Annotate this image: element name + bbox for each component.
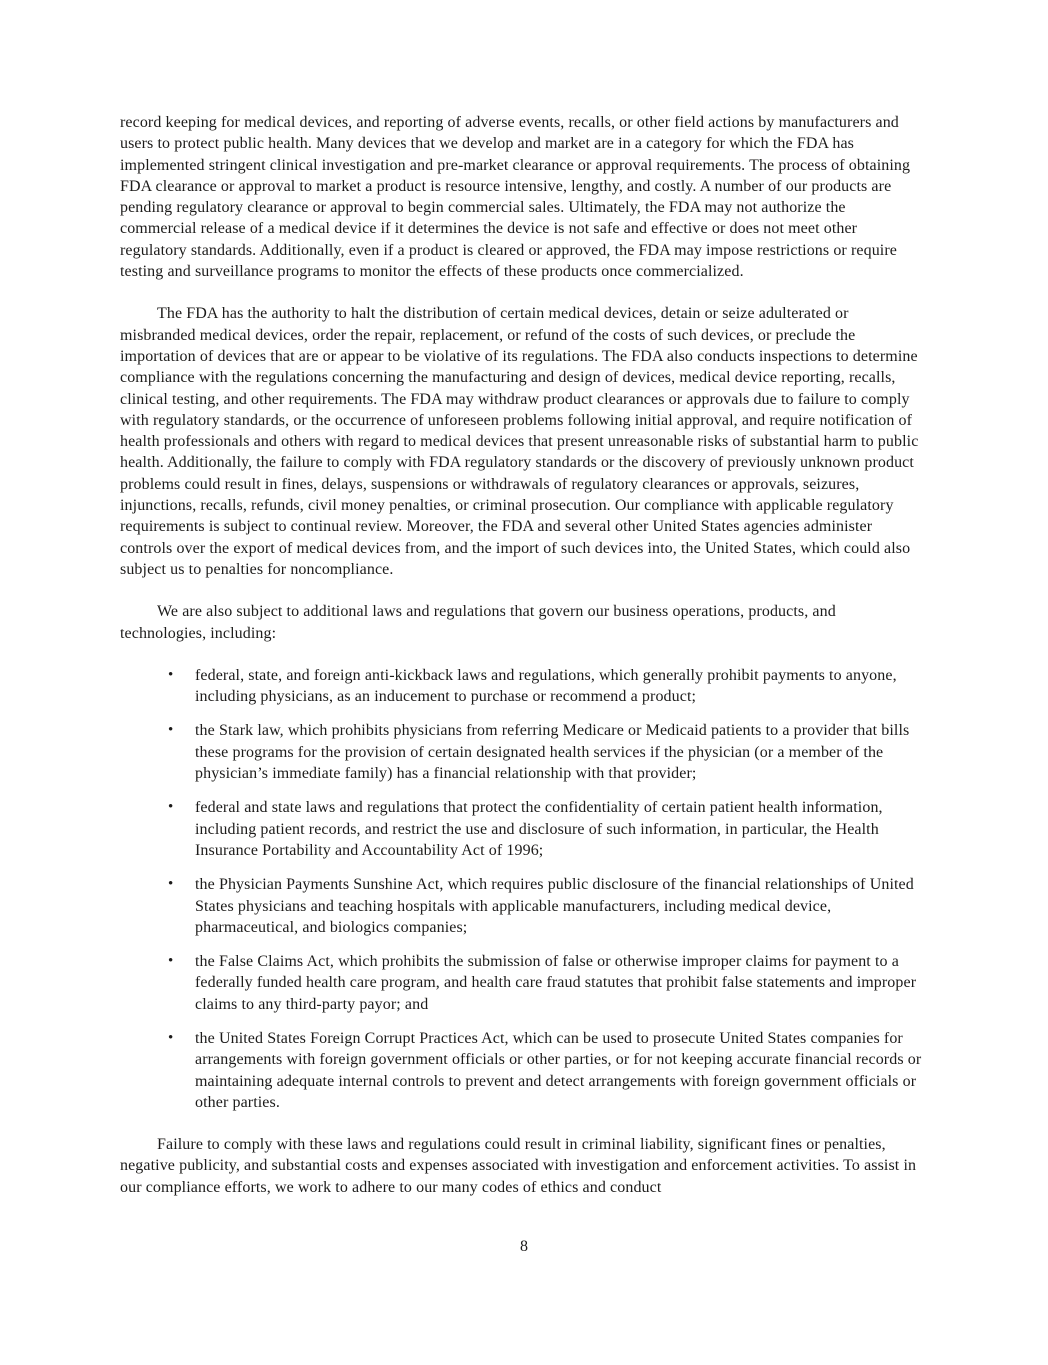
- paragraph-regulatory-intro: record keeping for medical devices, and reporting of adverse events, recalls, or other field actions by manufacturers and users to protect public health. Many devices that we develop and market are in a category for which the FDA has implemented stringent clinical investigation and pre-market clearance or approval requirements. The process of obtaining FDA clearance or approval to market a product is resource intensive, lengthy, and costly. A number of our products are pending regulatory clearance or approval to begin commercial sales. Ultimately, the FDA may not authorize the commercial release of a medical device if it determines the device is not safe and effective or does not meet other regulatory standards. Additionally, even if a product is cleared or approved, the FDA may impose restrictions or require testing and surveillance programs to monitor the effects of these products once commercialized.: [120, 114, 911, 281]
- paragraph-failure-to-comply: Failure to comply with these laws and regulations could result in criminal liability, significant fines or penalties, negative publicity, and substantial costs and expenses associated with investigation and enforcement activities. To assist in our compliance efforts, we work to adhere to our many codes of ethics and conduct: [120, 1136, 917, 1196]
- list-item: [168, 665, 926, 708]
- paragraph-fda-authority: The FDA has the authority to halt the distribution of certain medical devices, detain or seize adulterated or misbranded medical devices, order the repair, replacement, or refund of the costs of such devices, or preclude the importation of devices that are or appear to be violative of its regulations. The FDA also conducts inspections to determine compliance with the regulations concerning the manufacturing and design of devices, medical device reporting, recalls, clinical testing, and other requirements. The FDA may withdraw product clearances or approvals due to failure to comply with regulatory standards, or the occurrence of unforeseen problems following initial approval, and require notification of health professionals and others with regard to medical devices that present unreasonable risks of substantial harm to public health. Additionally, the failure to comply with FDA regulatory standards or the discovery of previously unknown product problems could result in fines, delays, suspensions or withdrawals of regulatory clearances or approvals, seizures, injunctions, recalls, refunds, civil money penalties, or criminal prosecution. Our compliance with applicable regulatory requirements is subject to continual review. Moreover, the FDA and several other United States agencies administer controls over the export of medical devices from, and the import of such devices into, the United States, which could also subject us to penalties for noncompliance.: [120, 305, 919, 578]
- bullet-icon: •: [168, 876, 174, 893]
- bullet-icon: •: [168, 799, 174, 816]
- bullet-text-fcpa: the United States Foreign Corrupt Practices Act, which can be used to prosecute United States companies for arrangements with foreign government officials or other parties, or for not keeping accurate financial records or maintaining adequate internal controls to prevent and detect arrangements with foreign government officials or other parties.: [195, 1029, 922, 1111]
- bullet-icon: •: [168, 1029, 174, 1046]
- bullet-icon: •: [168, 722, 174, 739]
- bullet-text-anti-kickback: federal, state, and foreign anti-kickback laws and regulations, which generally prohibit payments to anyone, including physicians, as an inducement to purchase or recommend a product;: [195, 666, 897, 706]
- page-number: 8: [520, 1238, 528, 1255]
- list-item: [168, 720, 926, 784]
- bullet-text-patient-confidentiality: federal and state laws and regulations that protect the confidentiality of certain patient health information, including patient records, and restrict the use and disclosure of such information, in particular, the Health Insurance Portability and Accountability Act of 1996;: [195, 799, 883, 859]
- bullet-text-false-claims-act: the False Claims Act, which prohibits the submission of false or otherwise improper claims for payment to a federally funded health care program, and health care fraud statutes that prohibit false statements and improper claims to any third-party payor; and: [195, 953, 917, 1013]
- list-item: [168, 951, 926, 1015]
- bullet-text-stark-law: the Stark law, which prohibits physicians from referring Medicare or Medicaid patients to a provider that bills these programs for the provision of certain designated health services if the physician (or a member of the physician’s immediate family) has a financial relationship with that provider;: [195, 722, 910, 783]
- bullet-icon: •: [168, 666, 174, 683]
- list-item: [168, 797, 926, 861]
- list-item: [168, 1028, 926, 1113]
- bullet-text-sunshine-act: the Physician Payments Sunshine Act, which requires public disclosure of the financial relationships of United States physicians and teaching hospitals with applicable manufacturers, including medical device, pharmaceutical, and biologics companies;: [195, 876, 914, 936]
- list-item: [168, 874, 926, 938]
- bullet-icon: •: [168, 953, 174, 970]
- paragraph-additional-laws: We are also subject to additional laws and regulations that govern our business operations, products, and technologies, including:: [120, 603, 836, 642]
- laws-bullet-list: [168, 665, 926, 1113]
